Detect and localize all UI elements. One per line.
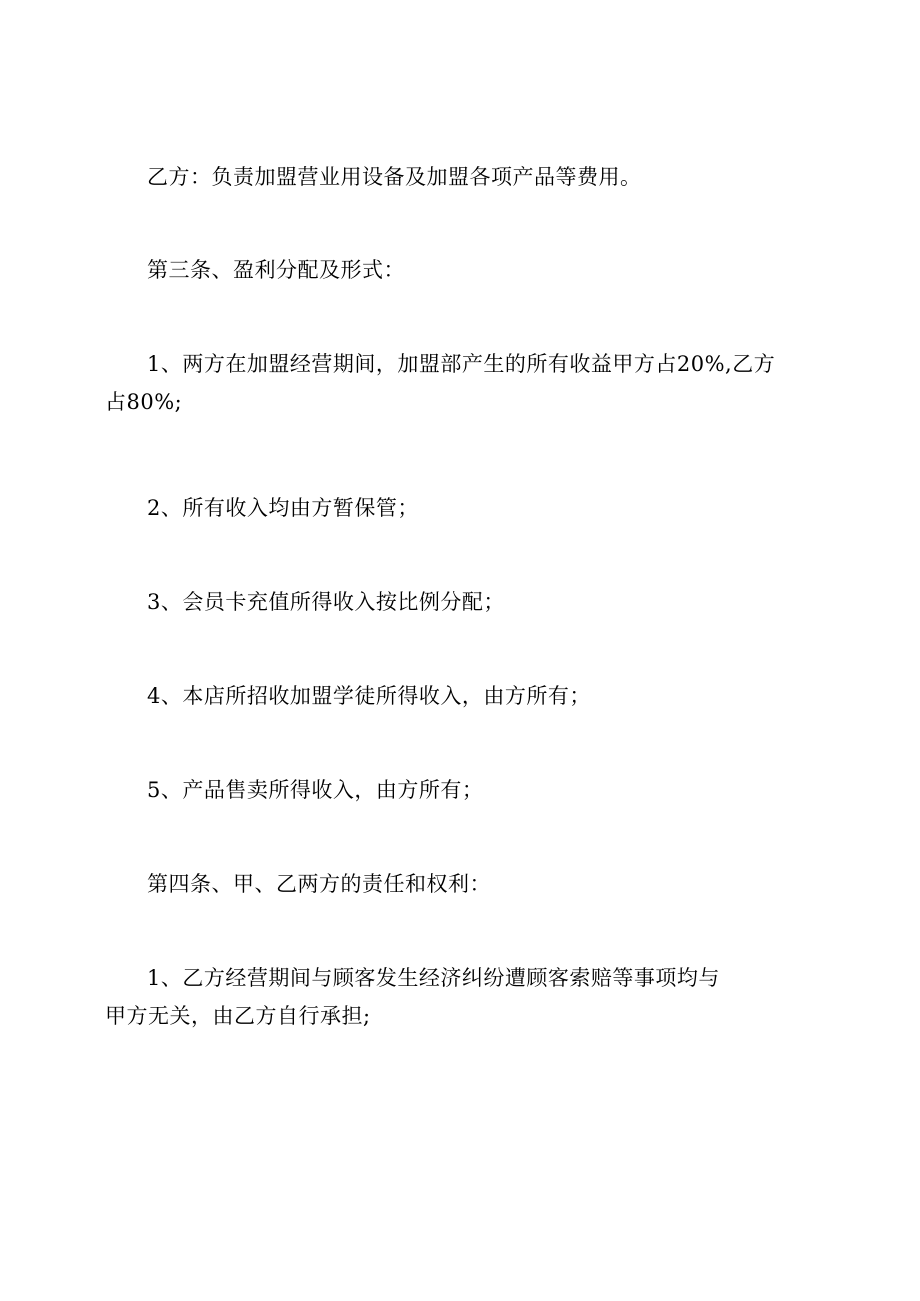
paragraph-party-b-costs: 乙方：负责加盟营业用设备及加盟各项产品等费用。 bbox=[147, 165, 642, 189]
paragraph-membership-card: 3、会员卡充值所得收入按比例分配； bbox=[147, 590, 505, 614]
paragraph-profit-share bbox=[105, 345, 825, 421]
heading-article-three: 第三条、盈利分配及形式： bbox=[147, 258, 405, 282]
paragraph-dispute-liability bbox=[105, 959, 825, 1035]
heading-article-four: 第四条、甲、乙两方的责任和权利： bbox=[147, 872, 491, 896]
paragraph-dispute-liability-line-1: 1、乙方经营期间与顾客发生经济纠纷遭顾客索赔等事项均与 bbox=[147, 966, 720, 990]
paragraph-profit-share-line-1: 1、两方在加盟经营期间，加盟部产生的所有收益甲方占20%,乙方 bbox=[147, 352, 776, 376]
paragraph-profit-share-line-2: 占80%; bbox=[105, 390, 183, 414]
paragraph-income-custody: 2、所有收入均由方暂保管； bbox=[147, 496, 419, 520]
paragraph-product-sales: 5、产品售卖所得收入，由方所有； bbox=[147, 778, 484, 802]
paragraph-apprentice-income: 4、本店所招收加盟学徒所得收入，由方所有； bbox=[147, 684, 591, 708]
paragraph-dispute-liability-line-2: 甲方无关，由乙方自行承担; bbox=[105, 1004, 371, 1028]
